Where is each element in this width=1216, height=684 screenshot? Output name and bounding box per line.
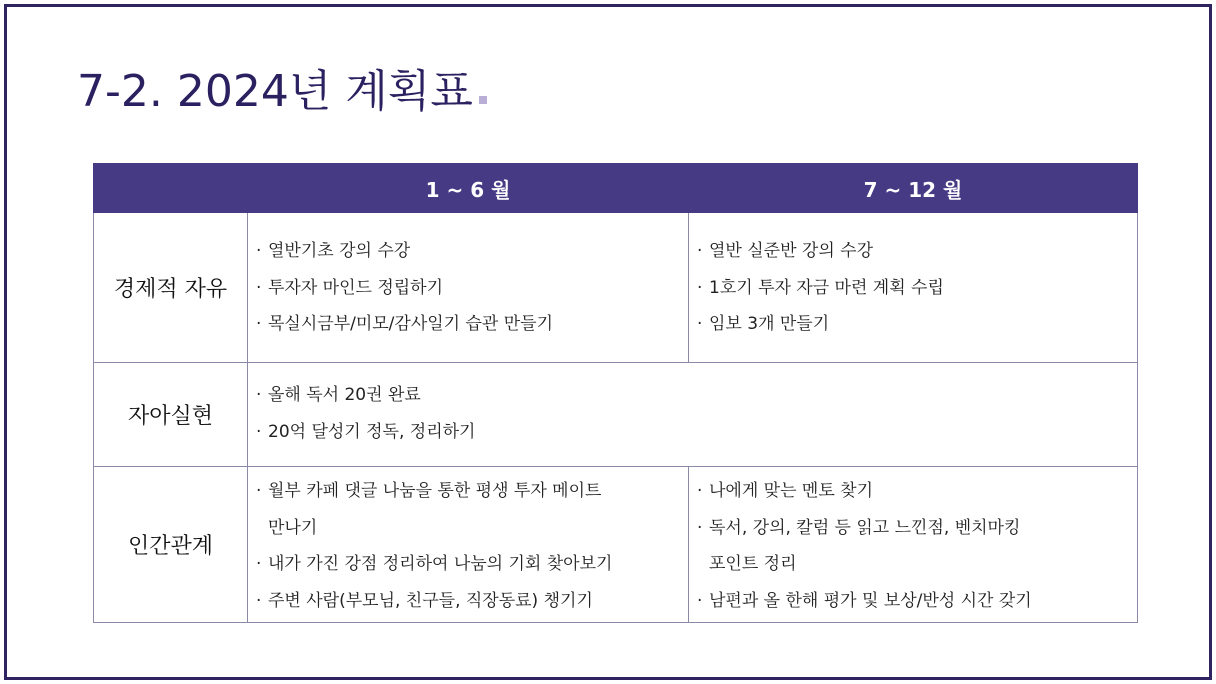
list-item: · 목실시금부/미모/감사일기 습관 만들기: [256, 314, 554, 334]
header-first-half: 1 ~ 6 월: [248, 164, 689, 213]
header-second-half: 7 ~ 12 월: [689, 164, 1138, 213]
slide: [4, 4, 1212, 680]
page-title: 7-2. 2024년 계획표: [77, 55, 487, 119]
list-item: · 열반 실준반 강의 수강: [697, 241, 874, 261]
row-label: 자아실현: [94, 363, 248, 467]
list-item: · 1호기 투자 자금 마련 계획 수립: [697, 277, 944, 298]
list-item: · 올해 독서 20권 완료: [256, 385, 421, 405]
table-row: [94, 363, 1138, 467]
plan-table: [93, 163, 1138, 623]
title-accent-dot: [479, 96, 487, 104]
list-item: · 내가 가진 강점 정리하여 나눔의 기회 찾아보기: [256, 554, 613, 574]
list-item: · 월부 카페 댓글 나눔을 통한 평생 투자 메이트: [256, 481, 602, 501]
list-item: · 주변 사람(부모님, 친구들, 직장동료) 챙기기: [256, 590, 593, 611]
list-item: · 나에게 맞는 멘토 찾기: [697, 481, 874, 501]
list-item: · 독서, 강의, 칼럼 등 읽고 느낀점, 벤치마킹: [697, 517, 1021, 538]
plan-cell: [248, 363, 1138, 467]
row-label: 경제적 자유: [94, 213, 248, 363]
header-empty: [94, 164, 248, 213]
list-item: · 투자자 마인드 정립하기: [256, 277, 444, 298]
list-item-continuation: 포인트 정리: [709, 554, 797, 574]
plan-cell: [248, 213, 689, 363]
list-item: · 열반기초 강의 수강: [256, 241, 411, 261]
table-header-row: [94, 164, 1138, 213]
list-item-continuation: 만나기: [268, 517, 318, 538]
table-row: [94, 467, 1138, 623]
table-row: [94, 213, 1138, 363]
list-item: · 임보 3개 만들기: [697, 314, 830, 334]
plan-cell: [248, 467, 689, 623]
list-item: · 남편과 올 한해 평가 및 보상/반성 시간 갖기: [697, 590, 1032, 611]
plan-cell: [689, 213, 1138, 363]
plan-cell: [689, 467, 1138, 623]
row-label: 인간관계: [94, 467, 248, 623]
list-item: · 20억 달성기 정독, 정리하기: [256, 421, 476, 442]
